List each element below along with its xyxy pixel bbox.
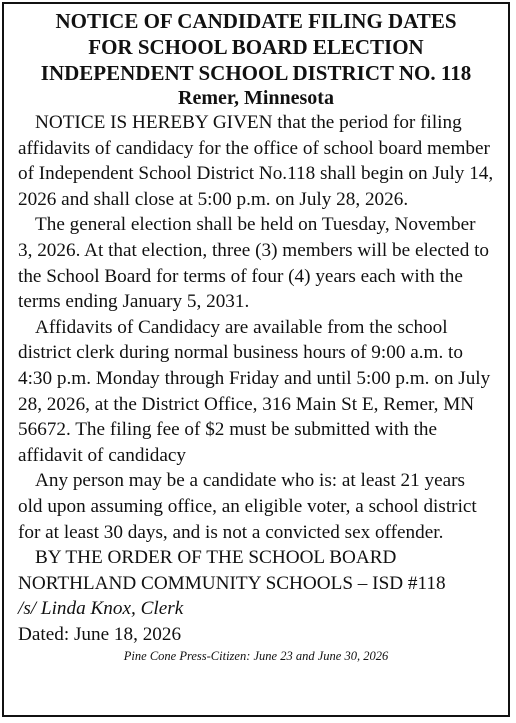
legal-notice (2, 2, 510, 717)
notice-title (18, 8, 494, 86)
clerk-signature: /s/ Linda Knox, Clerk (18, 598, 184, 620)
title-line-3: INDEPENDENT SCHOOL DISTRICT NO. 118 (40, 61, 472, 85)
dated-line: Dated: June 18, 2026 (18, 623, 182, 645)
title-line-1: NOTICE OF CANDIDATE FILING DATES (55, 9, 457, 33)
filing-period-paragraph: NOTICE IS HEREBY GIVEN that the period for filing affidavits of candidacy for the office of school board member of Independent School District No.118 shall begin on July 14, 2026 and shall close at 5:00 p.m. on July 28, 2026. (18, 112, 494, 210)
organization-line: NORTHLAND COMMUNITY SCHOOLS – ISD #118 (18, 572, 446, 594)
order-line: BY THE ORDER OF THE SCHOOL BOARD (35, 547, 397, 569)
publication-credit: Pine Cone Press-Citizen: June 23 and June 30, 2026 (123, 649, 389, 664)
title-line-2: FOR SCHOOL BOARD ELECTION (88, 35, 424, 59)
affidavits-paragraph: Affidavits of Candidacy are available from the school district clerk during normal business hours of 9:00 a.m. to 4:30 p.m. Monday through Friday and until 5:00 p.m. on July 28, 2026, at the District Office, 316 Main St E, Remer, MN 56672. The filing fee of $2 must be submitted with the affidavit of candidacy (18, 316, 491, 466)
eligibility-paragraph: Any person may be a candidate who is: at least 21 years old upon assuming office, an eligible voter, a school district for at least 30 days, and is not a convicted sex offender. (18, 470, 477, 543)
location-subtitle: Remer, Minnesota (178, 87, 334, 109)
general-election-paragraph: The general election shall be held on Tuesday, November 3, 2026. At that election, three (3) members will be elected to the School Board for terms of four (4) years each with the terms ending January 5, 2031. (18, 214, 490, 313)
notice-body (18, 110, 494, 647)
